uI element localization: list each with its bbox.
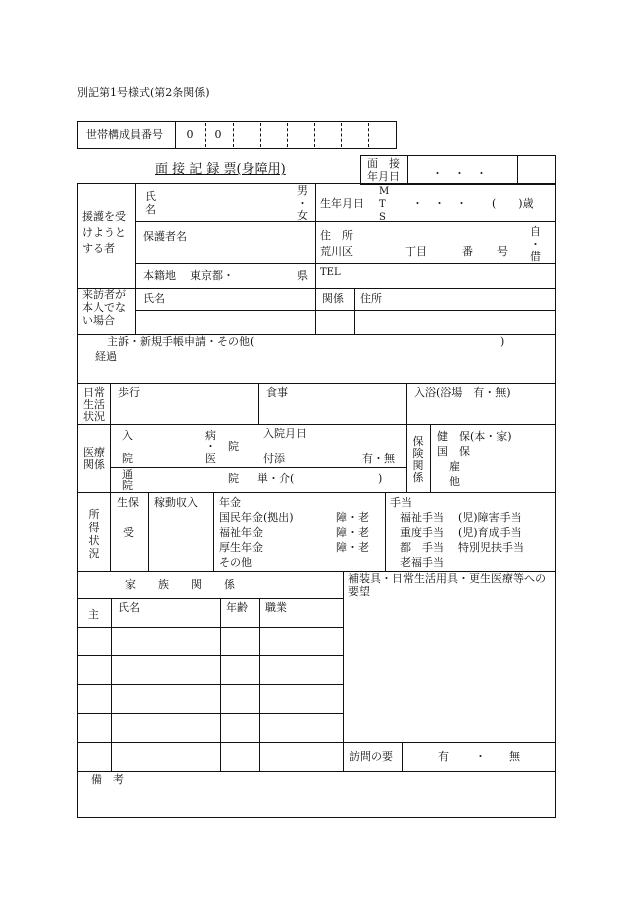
era-s[interactable]: S [379, 212, 386, 223]
family-col-name: 氏名 [118, 601, 140, 614]
house-own[interactable]: 自 [530, 225, 541, 238]
allowance-special-child[interactable]: 特別児扶手当 [458, 541, 524, 554]
sex-female[interactable]: 女 [297, 209, 308, 222]
medical-section-label: 医療関係 [83, 446, 105, 471]
attendant: 付添 [263, 452, 285, 465]
era-m[interactable]: M [379, 186, 390, 197]
guardian-label: 保護者名 [143, 230, 187, 243]
address-go: 号 [497, 245, 508, 258]
family-col-job: 職業 [265, 601, 287, 614]
clinic[interactable]: 医 [205, 452, 216, 465]
sex-male[interactable]: 男 [297, 184, 308, 197]
domicile-ken: 県 [297, 269, 308, 282]
outpatient-2: 院 [122, 479, 133, 492]
birth-label: 生年月日 [320, 197, 364, 210]
allowance-child-rearing[interactable]: (児)育成手当 [458, 526, 522, 539]
visit-no[interactable]: 無 [509, 750, 520, 763]
birth-value[interactable]: ・ ・ ・ [412, 197, 467, 210]
address-label: 住 所 [320, 229, 353, 242]
allowance-elderly[interactable]: 老福手当 [400, 556, 444, 569]
welfare-2[interactable]: 受 [123, 526, 134, 539]
daily-walking[interactable]: 歩行 [118, 386, 140, 399]
allowance-welfare[interactable]: 福祉手当 [400, 511, 444, 524]
outpatient-1: 通 [122, 468, 133, 481]
complaint-line[interactable]: 主訴・新規手帳申請・その他( [107, 335, 255, 348]
hospital-1[interactable]: 病 [205, 429, 216, 442]
family-head: 主 [88, 608, 99, 621]
insurance-employ[interactable]: 雇 [449, 460, 460, 473]
visitor-address-label: 住所 [360, 292, 382, 305]
address-chome: 丁目 [405, 245, 427, 258]
insurance-label: 保険関係 [412, 435, 424, 484]
pension-employee-kind[interactable]: 障・老 [336, 541, 369, 554]
daily-meal[interactable]: 食事 [266, 386, 288, 399]
insurance-other[interactable]: 他 [449, 475, 460, 488]
household-digit-1[interactable]: 0 [186, 128, 194, 141]
name-label-2: 名 [145, 203, 156, 216]
income-section-label: 所得状況 [88, 508, 100, 560]
era-t[interactable]: T [379, 199, 386, 210]
insurance-national[interactable]: 国 保 [437, 445, 470, 458]
pension-other[interactable]: その他 [219, 556, 252, 569]
household-digit-2[interactable]: 0 [214, 128, 222, 141]
pension-welfare-kind[interactable]: 障・老 [336, 526, 369, 539]
admit-1: 入 [122, 429, 133, 442]
allowance-severe[interactable]: 重度手当 [400, 526, 444, 539]
work-income[interactable]: 稼動収入 [154, 496, 198, 509]
sex-dot: ・ [297, 197, 308, 210]
address-ward: 荒川区 [320, 245, 353, 258]
outpatient-hospital: 院 [228, 472, 239, 485]
name-label-1: 氏 [145, 190, 156, 203]
daily-bath[interactable]: 入浴(浴場 有・無) [414, 386, 511, 399]
equipment-request-label: 補装具・日常生活用具・更生医療等への要望 [348, 572, 546, 598]
interview-date-label-2: 年月日 [367, 170, 400, 183]
pension-welfare[interactable]: 福祉年金 [219, 526, 263, 539]
remarks-label: 備 考 [91, 773, 124, 786]
interview-date-label: 面 接 [367, 157, 400, 170]
daily-life-section-label: 日常生活状況 [83, 386, 105, 423]
visit-label: 訪問の要 [349, 750, 393, 763]
house-rent[interactable]: 借 [530, 250, 541, 263]
pension-national-kind[interactable]: 障・老 [336, 511, 369, 524]
pension-label: 年金 [219, 496, 241, 509]
pension-national[interactable]: 国民年金(拠出) [219, 511, 294, 524]
tel-label: TEL [320, 267, 341, 278]
allowance-label: 手当 [390, 496, 412, 509]
form-number-title: 別記第1号様式(第2条関係) [77, 86, 210, 99]
hospital-dot: ・ [205, 440, 216, 453]
hospital-2[interactable]: 院 [228, 440, 239, 453]
family-col-age: 年齢 [226, 601, 248, 614]
household-number-label: 世帯構成員番号 [86, 128, 163, 141]
address-ban: 番 [462, 245, 473, 258]
visitor-name-label: 氏名 [143, 292, 165, 305]
progress-label: 経過 [95, 350, 117, 363]
attendant-value[interactable]: 有・無 [362, 452, 395, 465]
single-assist-close: ) [378, 472, 383, 485]
house-dot: ・ [530, 238, 541, 251]
single-assist[interactable]: 単・介( [257, 472, 295, 485]
allowance-child-disability[interactable]: (児)障害手当 [458, 511, 522, 524]
complaint-close: ) [500, 335, 505, 348]
visit-dot: ・ [475, 750, 486, 763]
pension-employee[interactable]: 厚生年金 [219, 541, 263, 554]
visit-yes[interactable]: 有 [438, 750, 449, 763]
visitor-section-label: 来訪者が本人でない場合 [82, 288, 126, 327]
visitor-relation-label: 関係 [322, 292, 344, 305]
family-section-label: 家 族 関 係 [125, 578, 235, 591]
allowance-metro[interactable]: 都 手当 [400, 541, 444, 554]
age-field[interactable]: ( )歳 [492, 197, 534, 210]
applicant-section-label: 援護を受けようとする者 [82, 210, 126, 255]
interview-date-value[interactable]: ・ ・ ・ [432, 167, 487, 180]
admit-2: 院 [122, 452, 133, 465]
insurance-health[interactable]: 健 保(本・家) [437, 430, 512, 443]
domicile-tokyo: 東京都・ [190, 269, 234, 282]
admission-date[interactable]: 入院月日 [263, 427, 307, 440]
welfare-1[interactable]: 生保 [117, 496, 139, 509]
domicile-label: 本籍地 [143, 269, 176, 282]
record-title: 面 接 記 録 票(身障用) [155, 162, 286, 177]
